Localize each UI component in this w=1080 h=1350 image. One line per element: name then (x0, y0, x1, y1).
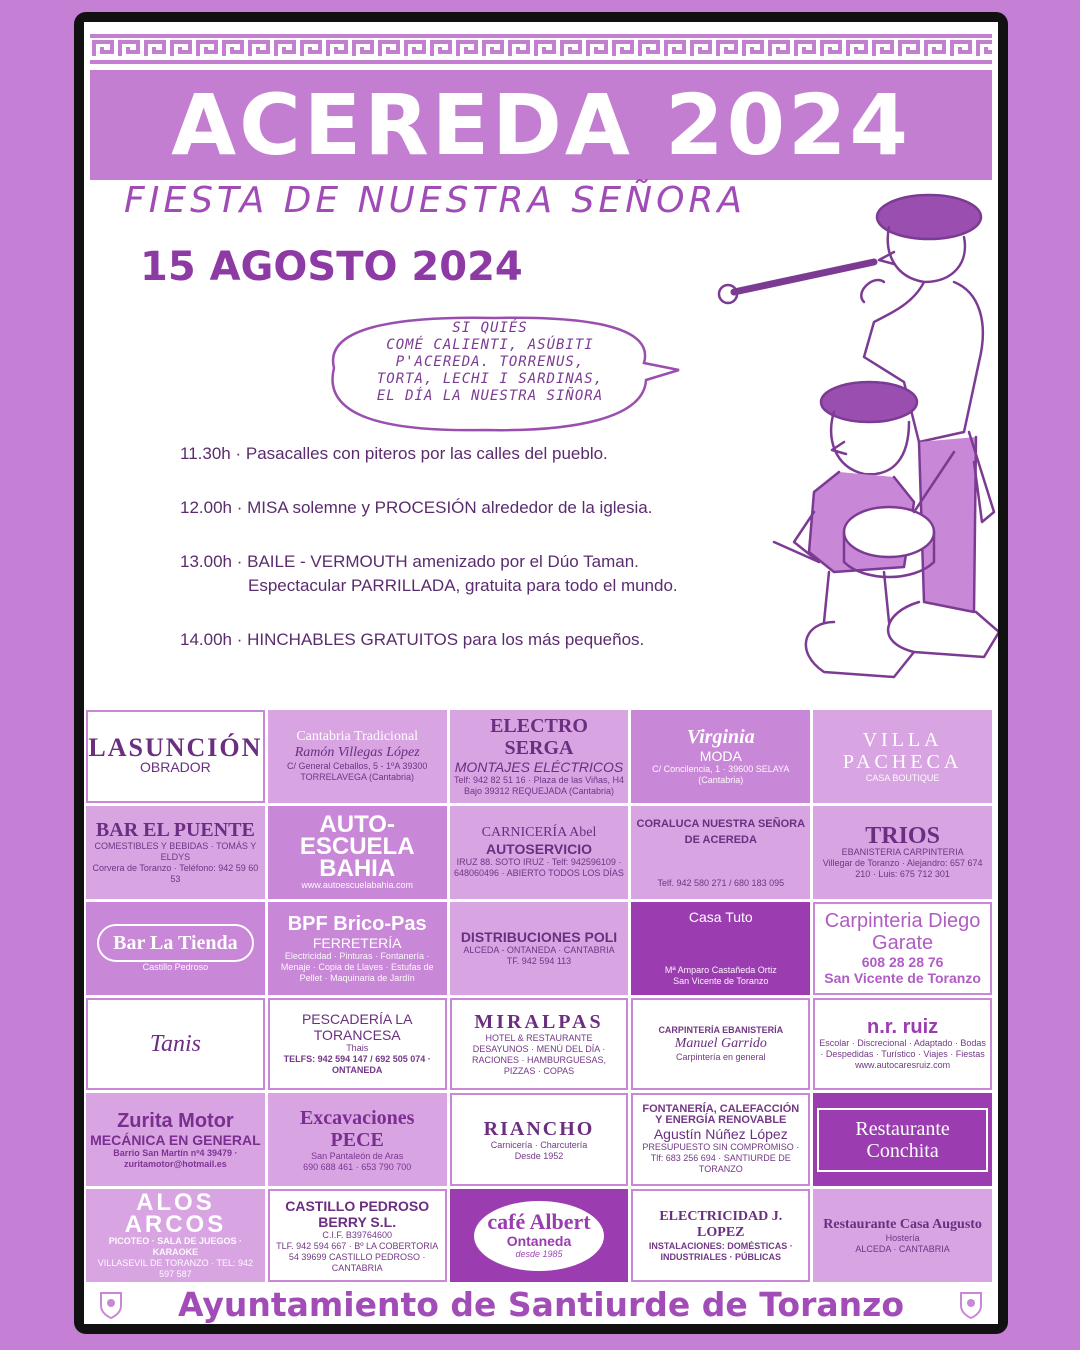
schedule-text: · BAILE - VERMOUTH amenizado por el Dúo Taman. (236, 552, 639, 571)
sponsor-detail: PRESUPUESTO SIN COMPROMISO · Tlf: 683 256 694 · SANTIURDE DE TORANZO (642, 1142, 800, 1175)
sponsor-ad (813, 902, 992, 995)
sponsor-detail: 690 688 461 · 653 790 700 (303, 1161, 412, 1172)
sponsor-ad (813, 710, 992, 803)
speech-bubble-text: SI QUIÉS COMÉ CALIENTI, ASÚBITI P'ACEREDA. TORRENUS, TORTA, LECHI I SARDINAS, EL DÍA LA NUESTRA SIÑORA (376, 320, 604, 404)
sponsor-line: Agustín Núñez López (653, 1126, 788, 1143)
schedule-item (180, 628, 780, 652)
schedule-time: 14.00h (180, 630, 232, 649)
sponsor-name: CARPINTERÍA EBANISTERÍA (658, 1024, 784, 1035)
sponsor-ad (631, 902, 810, 995)
sponsor-detail: Corvera de Toranzo · Teléfono: 942 59 60 53 (92, 863, 259, 885)
sponsor-ad (450, 1189, 629, 1282)
sponsor-name: Casa Tuto (688, 909, 753, 926)
sponsor-line: Carnicería · Charcutería (490, 1139, 588, 1150)
sponsor-ad (268, 902, 447, 995)
sponsor-detail: ALCEDA · CANTABRIA (855, 1243, 950, 1254)
sponsor-detail: Telf. 942 580 271 / 680 183 095 (657, 877, 785, 888)
schedule-item (180, 550, 780, 598)
sponsor-name: BPF Brico-Pas (287, 912, 427, 935)
sponsor-line: Ontaneda (506, 1233, 572, 1250)
sponsor-name: Virginia (686, 726, 755, 749)
sponsor-name: ALOS ARCOS (124, 1189, 227, 1238)
sponsor-name: café Albert (487, 1209, 591, 1235)
sponsor-line: Hostería (885, 1232, 920, 1243)
sponsor-line: Mª Amparo Castañeda Ortiz (664, 965, 777, 976)
sponsor-name: ELECTRICIDAD J. LOPEZ (659, 1208, 783, 1240)
sponsor-line: MONTAJES ELÉCTRICOS (454, 759, 624, 776)
sponsor-line: C.I.F. B39764600 (322, 1229, 392, 1240)
sponsor-ad (268, 1093, 447, 1186)
title-band (90, 70, 992, 180)
schedule-time: 13.00h (180, 552, 232, 571)
sponsor-line: Manuel Garrido (674, 1035, 767, 1051)
sponsor-line: San Pantaleón de Aras (311, 1150, 404, 1161)
sponsor-detail: C/ Concilencia, 1 · 39600 SELAYA (Cantabria) (652, 764, 790, 786)
sponsor-name: AUTO-ESCUELA BAHIA (299, 810, 415, 882)
sponsor-ad (86, 1189, 265, 1282)
sponsor-line: HOTEL & RESTAURANTE (485, 1032, 593, 1043)
sponsor-detail: www.autoescuelabahia.com (301, 879, 413, 890)
sponsor-name: Tanis (149, 1030, 201, 1057)
sponsor-name: ELECTRO SERGA (490, 715, 588, 760)
sponsor-name: LASUNCIÓN (88, 733, 263, 763)
sponsor-detail: Barrio San Martín nº4 39479 · zuritamotor@hotmail.es (113, 1147, 238, 1169)
poster-subtitle: FIESTA DE NUESTRA SEÑORA (124, 180, 747, 221)
sponsor-detail: TF. 942 594 113 (506, 956, 572, 967)
sponsor-ad (631, 806, 810, 899)
sponsor-ad (450, 806, 629, 899)
sponsor-ad (631, 1189, 810, 1282)
sponsor-line: MECÁNICA EN GENERAL (90, 1131, 261, 1148)
schedule-item (180, 496, 780, 520)
schedule-text: · Pasacalles con piteros por las calles del pueblo. (235, 444, 608, 463)
sponsor-detail: VILLASEVIL DE TORANZO · TEL: 942 597 587 (97, 1257, 254, 1279)
sponsor-ad (450, 998, 629, 1091)
schedule-text: · HINCHABLES GRATUITOS para los más pequeños. (236, 630, 645, 649)
poster-sheet (84, 22, 998, 1324)
poster-title: ACEREDA 2024 (171, 76, 911, 174)
sponsor-detail: San Vicente de Toranzo (824, 970, 981, 987)
event-date: 15 AGOSTO 2024 (140, 244, 523, 290)
sponsor-detail: Telf: 942 82 51 16 · Plaza de las Viñas, H4 Bajo 39312 REQUEJADA (Cantabria) (454, 775, 624, 797)
cafe-albert-logo (474, 1201, 604, 1271)
sponsor-name: VILLA PACHECA (842, 728, 963, 773)
schedule-text: · MISA solemne y PROCESIÓN alrededor de la iglesia. (236, 498, 653, 517)
footer (84, 1284, 998, 1324)
sponsor-ad (813, 998, 992, 1091)
sponsor-line: OBRADOR (140, 759, 211, 776)
sponsor-ad (631, 710, 810, 803)
sponsor-ad (450, 1093, 629, 1186)
schedule-text: Espectacular PARRILLADA, gratuita para todo el mundo. (248, 576, 678, 595)
sponsor-line: INSTALACIONES: DOMÉSTICAS · INDUSTRIALES · PÚBLICAS (648, 1240, 793, 1262)
sponsor-name: Restaurante Casa Augusto (823, 1216, 982, 1232)
sponsor-ad (268, 710, 447, 803)
sponsor-name: CORALUCA NUESTRA SEÑORA DE ACEREDA (636, 817, 806, 846)
sponsor-name: Excavaciones PECE (299, 1106, 415, 1151)
sponsor-ad (450, 902, 629, 995)
sponsor-ad (86, 806, 265, 899)
sponsor-line: FERRETERÍA (312, 934, 402, 951)
schedule (180, 442, 780, 682)
sponsor-grid (86, 710, 992, 1282)
sponsor-ad (86, 998, 265, 1091)
sponsor-ad (86, 902, 265, 995)
sponsor-line: Thais (346, 1043, 369, 1054)
sponsor-ad (813, 1189, 992, 1282)
sponsor-ad (813, 1093, 992, 1186)
sponsor-detail: TLF. 942 594 667 · Bº LA COBERTORIA 54 39699 CASTILLO PEDROSO · CANTABRIA (276, 1240, 439, 1273)
sponsor-detail: desde 1985 (515, 1249, 563, 1260)
sponsor-ad (631, 998, 810, 1091)
sponsor-name: CARNICERÍA Abel (481, 825, 597, 841)
sponsor-name: FONTANERÍA, CALEFACCIÓN Y ENERGÍA RENOVABLE (642, 1103, 800, 1127)
sponsor-name: n.r. ruiz (867, 1016, 939, 1039)
sponsor-line: Ramón Villegas López (294, 745, 420, 761)
sponsor-detail: DESAYUNOS · MENÚ DEL DÍA · RACIONES · HAMBURGUESAS, PIZZAS · COPAS (471, 1043, 606, 1076)
sponsor-line: EBANISTERIA CARPINTERIA (841, 846, 964, 857)
sponsor-name: PESCADERÍA LA TORANCESA (301, 1011, 413, 1044)
sponsor-name: DISTRIBUCIONES POLI (460, 929, 618, 946)
sponsor-detail: Carpintería en general (676, 1051, 766, 1062)
sponsor-detail: Electricidad · Pinturas · Fontanería · Menaje · Copia de Llaves · Estufas de Pellet · Maquinaria de Jardín (280, 950, 434, 983)
schedule-item (180, 442, 780, 466)
sponsor-line: Escolar · Discrecional · Adaptado · Bodas · Despedidas · Turístico · Viajes · Fiestas (819, 1038, 986, 1060)
sponsor-name: TRIOS (865, 822, 940, 849)
sponsor-ad (86, 710, 265, 803)
sponsor-detail: San Vicente de Toranzo (673, 976, 769, 987)
sponsor-line: ALCEDA - ONTANEDA · CANTABRIA (463, 945, 615, 956)
schedule-time: 11.30h (180, 444, 231, 463)
sponsor-ad (450, 710, 629, 803)
sponsor-detail: C/ General Ceballos, 5 - 1ºA 39300 TORRELAVEGA (Cantabria) (287, 761, 428, 783)
sponsor-line: PICOTEO · SALA DE JUEGOS · KARAOKE (108, 1235, 242, 1257)
sponsor-name: RIANCHO (483, 1117, 595, 1140)
sponsor-ad (268, 806, 447, 899)
sponsor-detail: TELFS: 942 594 147 / 692 505 074 · ONTANEDA (283, 1054, 431, 1076)
sponsor-ad (268, 1189, 447, 1282)
sponsor-name: Carpinteria Diego Garate (824, 910, 981, 955)
sponsor-detail: www.autocaresruiz.com (855, 1060, 951, 1071)
sponsor-ad (813, 806, 992, 899)
sponsor-line: AUTOSERVICIO (485, 841, 593, 858)
sponsor-name: Bar La Tienda (97, 924, 254, 962)
sponsor-detail: Desde 1952 (514, 1150, 564, 1161)
footer-organizer: Ayuntamiento de Santiurde de Toranzo (178, 1284, 904, 1324)
musicians-illustration (714, 182, 998, 702)
sponsor-ad (631, 1093, 810, 1186)
poster-frame (74, 12, 1008, 1334)
sponsor-name: MIRALPAS (474, 1010, 604, 1033)
sponsor-line: 608 28 28 76 (861, 954, 944, 971)
schedule-time: 12.00h (180, 498, 232, 517)
sponsor-ad (86, 1093, 265, 1186)
sponsor-ad (268, 998, 447, 1091)
sponsor-line: CASA BOUTIQUE (865, 772, 940, 783)
sponsor-line: Castillo Pedroso (142, 961, 209, 972)
sponsor-detail: IRUZ 88. SOTO IRUZ · Telf: 942596109 · 648060496 · ABIERTO TODOS LOS DÍAS (454, 857, 624, 879)
sponsor-name: BAR EL PUENTE (95, 819, 255, 842)
sponsor-name: CASTILLO PEDROSO BERRY S.L. (285, 1197, 430, 1230)
sponsor-detail: Villegar de Toranzo · Alejandro: 657 674 210 · Luis: 675 712 301 (822, 857, 983, 879)
sponsor-line: COMESTIBLES Y BEBIDAS · TOMÁS Y ELDYS (94, 841, 257, 863)
sponsor-name: Cantabria Tradicional (296, 729, 419, 745)
sponsor-line: MODA (699, 748, 742, 765)
greek-key-border (90, 30, 992, 68)
sponsor-name: Restaurante Conchita (817, 1108, 988, 1172)
sponsor-name: Zurita Motor (117, 1109, 234, 1132)
